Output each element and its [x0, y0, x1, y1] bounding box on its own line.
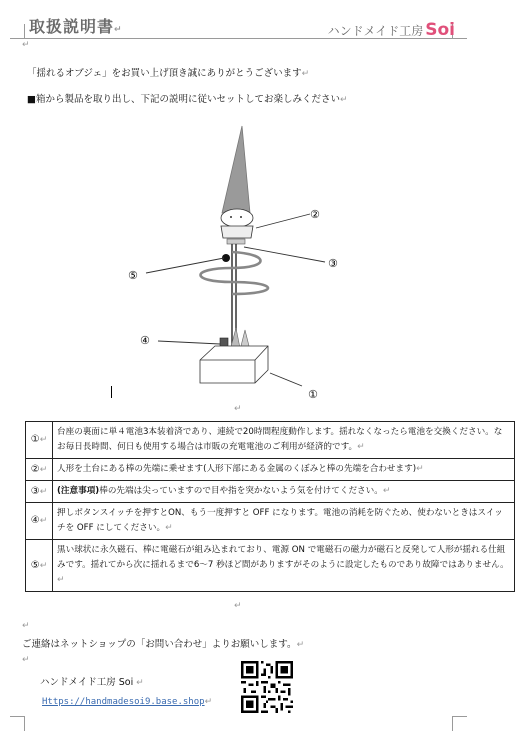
table-row	[26, 540, 515, 592]
intro-instruction-text: ■箱から製品を取り出し、下記の説明に従いセットしてお楽しみください	[27, 94, 340, 105]
document-title-text: 取扱説明書	[29, 17, 115, 36]
footer-shop-name: ハンドメイド工房 Soi ↵	[40, 677, 144, 688]
assembly-diagram	[120, 118, 360, 408]
doll-metal-base	[227, 239, 245, 244]
callout-2: ②	[310, 208, 320, 221]
header-divider	[25, 38, 455, 39]
qr-code	[241, 661, 293, 713]
table-row	[26, 422, 515, 459]
note-text: 黒い球状に永久磁石、棒に電磁石が組み込まれており、電源 ON で電磁石の磁力が磁石と反発して人形が揺れる仕組みです。揺れてから次に揺れるまで6～7 秒ほど間がありますがそのように設定したものであり故障ではありません。↵	[53, 540, 515, 592]
paragraph-mark: ↵	[22, 621, 30, 631]
note-text: (注意事項)棒の先端は尖っていますので目や指を突かないよう気を付けてください。↵	[53, 481, 515, 503]
header-shop-brand: Soi	[425, 20, 455, 40]
doll-hat-cone	[222, 126, 250, 213]
note-number: ④↵	[26, 503, 53, 540]
spiral-coil	[201, 252, 269, 294]
callout-1: ①	[308, 388, 318, 401]
intro-thanks-text: 「揺れるオブジェ」をお買い上げ頂き誠にありがとうございます	[27, 68, 302, 79]
note-number: ⑤↵	[26, 540, 53, 592]
shop-url-line: Https://handmadesoi9.base.shop↵	[42, 697, 213, 707]
table-row	[26, 481, 515, 503]
text-cursor	[111, 386, 112, 398]
paragraph-mark: ↵	[234, 404, 242, 414]
document-title: 取扱説明書↵	[29, 17, 123, 36]
crop-mark-bottom-left	[10, 716, 25, 731]
callout-5: ⑤	[128, 269, 138, 282]
crop-mark-bottom-right	[452, 716, 467, 731]
note-caution-label: (注意事項)	[57, 486, 100, 496]
intro-thanks: 「揺れるオブジェ」をお買い上げ頂き誠にありがとうございます↵	[27, 68, 310, 79]
doll-head	[221, 209, 253, 227]
doll-body	[221, 226, 253, 238]
header-shop-prefix: ハンドメイド工房	[327, 24, 424, 38]
note-number: ②↵	[26, 459, 53, 481]
note-text: 台座の裏面に単４電池3本装着済であり、連続で20時間程度動作します。揺れなくなったら電池を交換ください。なお毎日長時間、何日も使用する場合は市販の充電電池のご利用が経済的です。↵	[53, 422, 515, 459]
contact-note-text: ご連絡はネットショップの「お問い合わせ」よりお願いします。	[22, 639, 297, 650]
notes-table	[25, 421, 515, 592]
callout-3: ③	[328, 257, 338, 270]
table-row	[26, 503, 515, 540]
leader-line-2	[256, 214, 310, 228]
footer-shop-name-text: ハンドメイド工房 Soi	[40, 677, 134, 688]
note-number: ③↵	[26, 481, 53, 503]
leader-line-4	[158, 341, 220, 344]
callout-4: ④	[140, 334, 150, 347]
note-text: 押しボタンスイッチを押すとON、もう一度押すと OFF になります。電池の消耗を防ぐため、使わないときはスイッチを OFF にしてください。↵	[53, 503, 515, 540]
leader-line-5	[146, 258, 224, 273]
note-number: ①↵	[26, 422, 53, 459]
intro-instruction: ■箱から製品を取り出し、下記の説明に従いセットしてお楽しみください↵	[27, 94, 348, 105]
header-shop-name	[328, 20, 455, 40]
note-text: 人形を土台にある棒の先端に乗せます(人形下部にある金属のくぼみと棒の先端を合わせます)↵	[53, 459, 515, 481]
table-row	[26, 459, 515, 481]
crop-mark-top-left	[10, 24, 25, 39]
shop-url-link[interactable]: Https://handmadesoi9.base.shop	[42, 697, 205, 707]
paragraph-mark: ↵	[22, 655, 30, 665]
contact-note: ご連絡はネットショップの「お問い合わせ」よりお願いします。↵	[22, 639, 305, 650]
leader-line-1	[270, 373, 302, 386]
leader-line-3	[244, 247, 325, 262]
base-box	[200, 346, 268, 383]
paragraph-mark: ↵	[234, 601, 242, 611]
paragraph-mark: ↵	[22, 40, 30, 50]
